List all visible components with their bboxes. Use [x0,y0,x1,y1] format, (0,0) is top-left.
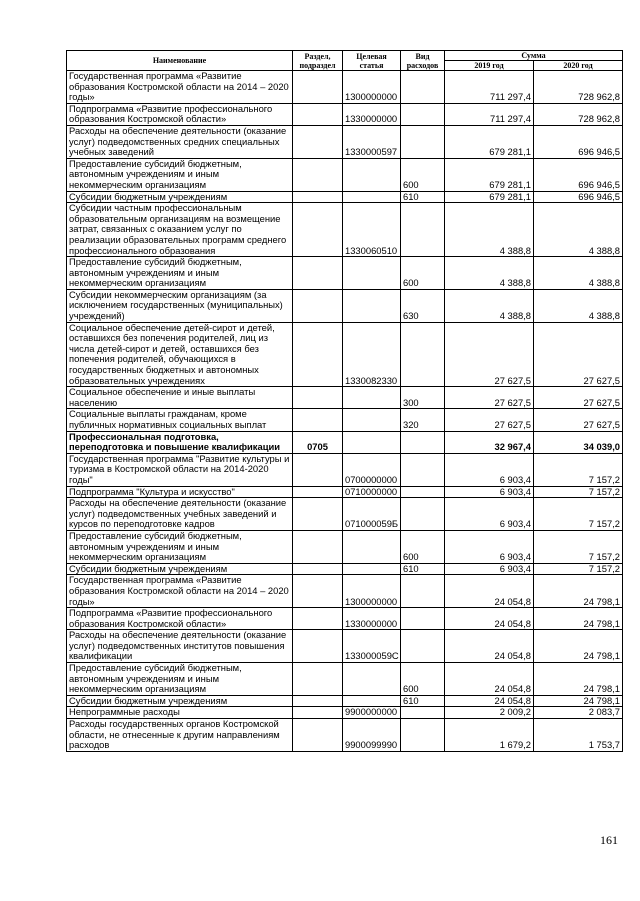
cell-sum-2020: 24 798,1 [534,575,623,608]
cell-section [293,203,343,257]
cell-section [293,322,343,387]
cell-target: 1300000000 [343,71,401,104]
cell-target [343,695,401,707]
cell-target [343,158,401,191]
cell-sum-2019: 24 054,8 [445,663,534,696]
cell-sum-2019: 4 388,8 [445,289,534,322]
cell-name: Подпрограмма «Развитие профессионального образования Костромской области» [67,608,293,630]
cell-name: Государственная программа "Развитие культуры и туризма в Костромской области на 2014-2020 годы" [67,453,293,486]
header-year-2019: 2019 год [445,61,534,71]
cell-section [293,289,343,322]
cell-name: Субсидии некоммерческим организациям (за исключением государственных (муниципальных) учреждений) [67,289,293,322]
table-row [67,387,623,409]
cell-sum-2020: 27 627,5 [534,387,623,409]
table-body [67,71,623,752]
cell-type: 320 [401,409,445,431]
cell-target: 133000059С [343,630,401,663]
cell-name: Субсидии бюджетным учреждениям [67,563,293,575]
cell-name: Расходы государственных органов Костромской области, не отнесенные к другим направлениям расходов [67,719,293,752]
table-row [67,158,623,191]
cell-sum-2020: 7 157,2 [534,486,623,498]
cell-name: Предоставление субсидий бюджетным, автономным учреждениям и иным некоммерческим организациям [67,530,293,563]
cell-type [401,103,445,125]
table-row [67,486,623,498]
cell-type [401,453,445,486]
cell-sum-2020: 696 946,5 [534,158,623,191]
cell-name: Государственная программа «Развитие образования Костромской области на 2014 – 2020 годы» [67,575,293,608]
table-row [67,71,623,104]
cell-type: 600 [401,530,445,563]
cell-target: 0710000000 [343,486,401,498]
cell-target: 071000059Б [343,498,401,531]
cell-sum-2019: 4 388,8 [445,203,534,257]
cell-name: Предоставление субсидий бюджетным, автономным учреждениям и иным некоммерческим организациям [67,663,293,696]
table-row [67,719,623,752]
cell-section [293,125,343,158]
table-row [67,630,623,663]
cell-type [401,707,445,719]
cell-sum-2020: 7 157,2 [534,498,623,531]
cell-sum-2019: 679 281,1 [445,191,534,203]
cell-target [343,663,401,696]
table-row [67,409,623,431]
cell-section [293,387,343,409]
cell-sum-2019: 6 903,4 [445,453,534,486]
cell-name: Подпрограмма "Культура и искусство" [67,486,293,498]
cell-section [293,707,343,719]
table-row [67,608,623,630]
cell-sum-2019: 679 281,1 [445,158,534,191]
cell-sum-2020: 24 798,1 [534,630,623,663]
cell-name: Субсидии бюджетным учреждениям [67,191,293,203]
cell-sum-2019: 27 627,5 [445,387,534,409]
cell-name: Подпрограмма «Развитие профессионального образования Костромской области» [67,103,293,125]
cell-sum-2019: 2 009,2 [445,707,534,719]
cell-section [293,498,343,531]
cell-sum-2019: 24 054,8 [445,630,534,663]
cell-sum-2020: 34 039,0 [534,431,623,453]
cell-type [401,71,445,104]
header-section: Раздел, подраздел [293,51,343,71]
cell-sum-2020: 24 798,1 [534,663,623,696]
cell-type: 610 [401,695,445,707]
table-row [67,663,623,696]
cell-target: 1330060510 [343,203,401,257]
cell-name: Расходы на обеспечение деятельности (оказание услуг) подведомственных учебных заведений и курсов по переподготовке кадров [67,498,293,531]
cell-sum-2020: 7 157,2 [534,530,623,563]
cell-target [343,563,401,575]
cell-sum-2020: 7 157,2 [534,453,623,486]
cell-target: 1330000597 [343,125,401,158]
cell-sum-2020: 1 753,7 [534,719,623,752]
cell-sum-2019: 6 903,4 [445,530,534,563]
cell-section [293,719,343,752]
cell-section [293,409,343,431]
table-row [67,431,623,453]
cell-sum-2020: 728 962,8 [534,71,623,104]
cell-type: 300 [401,387,445,409]
cell-target [343,431,401,453]
cell-type [401,719,445,752]
cell-name: Государственная программа «Развитие образования Костромской области на 2014 – 2020 годы» [67,71,293,104]
cell-target [343,409,401,431]
cell-type: 600 [401,158,445,191]
cell-sum-2019: 1 679,2 [445,719,534,752]
cell-section: 0705 [293,431,343,453]
table-row [67,563,623,575]
cell-type: 600 [401,663,445,696]
table-row [67,191,623,203]
cell-sum-2020: 4 388,8 [534,203,623,257]
header-year-2020: 2020 год [534,61,623,71]
cell-sum-2019: 711 297,4 [445,103,534,125]
cell-type [401,203,445,257]
cell-type [401,608,445,630]
cell-sum-2019: 27 627,5 [445,409,534,431]
cell-sum-2019: 24 054,8 [445,695,534,707]
cell-name: Социальное обеспечение и иные выплаты населению [67,387,293,409]
cell-type [401,125,445,158]
cell-name: Расходы на обеспечение деятельности (оказание услуг) подведомственных институтов повышения квалификации [67,630,293,663]
cell-section [293,103,343,125]
cell-sum-2020: 7 157,2 [534,563,623,575]
table-row [67,707,623,719]
cell-target: 1330000000 [343,103,401,125]
table-header [67,51,623,71]
cell-name: Предоставление субсидий бюджетным, автономным учреждениям и иным некоммерческим организациям [67,257,293,290]
cell-sum-2019: 679 281,1 [445,125,534,158]
cell-sum-2019: 32 967,4 [445,431,534,453]
cell-sum-2019: 24 054,8 [445,608,534,630]
cell-type [401,486,445,498]
cell-section [293,530,343,563]
cell-target [343,387,401,409]
cell-type [401,630,445,663]
cell-section [293,695,343,707]
cell-target: 1330000000 [343,608,401,630]
cell-section [293,191,343,203]
cell-sum-2020: 4 388,8 [534,289,623,322]
cell-type [401,322,445,387]
cell-section [293,486,343,498]
cell-type: 610 [401,563,445,575]
header-sum: Сумма [445,51,623,61]
cell-section [293,608,343,630]
cell-section [293,630,343,663]
cell-type: 600 [401,257,445,290]
cell-sum-2019: 711 297,4 [445,71,534,104]
cell-section [293,663,343,696]
cell-type: 610 [401,191,445,203]
cell-sum-2020: 24 798,1 [534,695,623,707]
cell-sum-2019: 24 054,8 [445,575,534,608]
cell-sum-2019: 4 388,8 [445,257,534,290]
cell-name: Субсидии бюджетным учреждениям [67,695,293,707]
cell-section [293,563,343,575]
cell-name: Расходы на обеспечение деятельности (оказание услуг) подведомственных средних специальных учебных заведений [67,125,293,158]
cell-sum-2019: 6 903,4 [445,498,534,531]
table-row [67,203,623,257]
cell-sum-2020: 728 962,8 [534,103,623,125]
cell-target [343,191,401,203]
table-row [67,322,623,387]
header-type: Вид расходов [401,51,445,71]
cell-name: Профессиональная подготовка, переподготовка и повышение квалификации [67,431,293,453]
cell-sum-2020: 696 946,5 [534,191,623,203]
cell-name: Субсидии частным профессиональным образовательным организациям на возмещение затрат, связанных с оказанием услуг по реализации образовательных программ среднего профессионального образования [67,203,293,257]
table-row [67,695,623,707]
cell-type: 630 [401,289,445,322]
cell-section [293,71,343,104]
table-row [67,498,623,531]
cell-section [293,257,343,290]
cell-section [293,158,343,191]
table-row [67,453,623,486]
cell-target: 9900099990 [343,719,401,752]
page-number: 161 [600,833,618,847]
cell-sum-2020: 4 388,8 [534,257,623,290]
cell-target [343,257,401,290]
table-row [67,575,623,608]
table-row [67,289,623,322]
table-row [67,103,623,125]
cell-target [343,289,401,322]
cell-sum-2020: 696 946,5 [534,125,623,158]
cell-sum-2019: 6 903,4 [445,486,534,498]
cell-sum-2020: 27 627,5 [534,322,623,387]
cell-type [401,431,445,453]
cell-name: Социальные выплаты гражданам, кроме публичных нормативных социальных выплат [67,409,293,431]
cell-target [343,530,401,563]
cell-name: Социальное обеспечение детей-сирот и детей, оставшихся без попечения родителей, лиц из числа детей-сирот и детей, оставшихся без попечения родителей, обучающихся в государственных бюджетных и автономных образовательных учреждениях [67,322,293,387]
table-row [67,125,623,158]
cell-name: Непрограммные расходы [67,707,293,719]
cell-type [401,498,445,531]
cell-target: 1300000000 [343,575,401,608]
header-name: Наименование [67,51,293,71]
cell-target: 0700000000 [343,453,401,486]
cell-name: Предоставление субсидий бюджетным, автономным учреждениям и иным некоммерческим организациям [67,158,293,191]
table-row [67,530,623,563]
cell-sum-2020: 2 083,7 [534,707,623,719]
cell-section [293,453,343,486]
budget-table [66,50,623,752]
cell-section [293,575,343,608]
cell-sum-2020: 24 798,1 [534,608,623,630]
header-target: Целевая статья [343,51,401,71]
cell-sum-2019: 27 627,5 [445,322,534,387]
cell-target: 9900000000 [343,707,401,719]
cell-type [401,575,445,608]
cell-target: 1330082330 [343,322,401,387]
table-row [67,257,623,290]
cell-sum-2019: 6 903,4 [445,563,534,575]
cell-sum-2020: 27 627,5 [534,409,623,431]
